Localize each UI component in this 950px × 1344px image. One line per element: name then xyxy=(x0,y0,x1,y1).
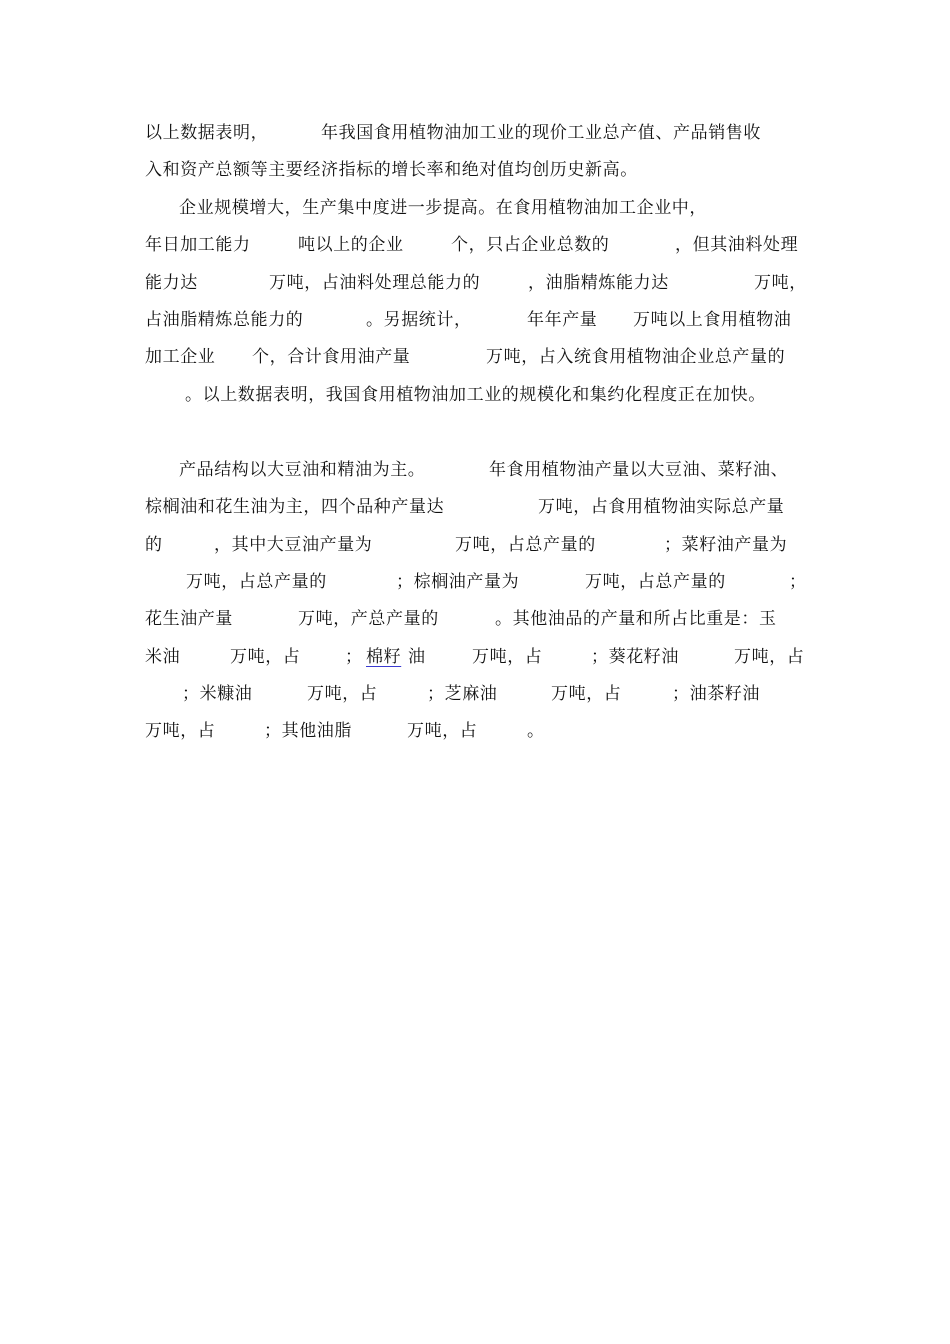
paragraph-2-line-5 xyxy=(145,342,810,372)
text-segment: 万吨，占 xyxy=(407,721,478,741)
text-segment: 米油 xyxy=(145,647,181,667)
text-segment: 加工企业 xyxy=(145,347,216,367)
text-segment: 万吨，占 xyxy=(472,647,543,667)
text-segment: 年我国食用植物油加工业的现价工业总产值、产品销售收 xyxy=(321,123,761,143)
text-segment: ；棕榈油产量为 xyxy=(396,572,520,592)
text-segment: 万吨，占 xyxy=(551,684,622,704)
paragraph-3-line-7 xyxy=(145,679,810,709)
text-segment: 能力达 xyxy=(145,273,198,293)
paragraph-3-line-3 xyxy=(145,530,810,560)
text-segment: ，油脂精炼能力达 xyxy=(528,273,669,293)
text-segment: 企业规模增大，生产集中度进一步提高。在食用植物油加工企业中， xyxy=(179,198,707,218)
paragraph-3-line-4 xyxy=(145,567,810,597)
text-segment: 花生油产量 xyxy=(145,609,233,629)
text-segment: ；油茶籽油 xyxy=(672,684,760,704)
text-segment: 万吨，占总产量的 xyxy=(186,572,327,592)
text-segment: ；葵花籽油 xyxy=(591,647,679,667)
text-segment: 万吨，占 xyxy=(145,721,216,741)
text-segment: 年食用植物油产量以大豆油、菜籽油、 xyxy=(489,460,789,480)
text-segment: 万吨，占入统食用植物油企业总产量的 xyxy=(486,347,786,367)
text-segment: 年日加工能力 xyxy=(145,235,251,255)
paragraph-2-line-4 xyxy=(145,305,810,335)
text-segment: ； xyxy=(345,647,363,667)
text-segment: 。 xyxy=(527,721,545,741)
text-segment: 个，只占企业总数的 xyxy=(451,235,610,255)
paragraph-3-line-8 xyxy=(145,716,810,746)
text-segment: ；菜籽油产量为 xyxy=(664,535,788,555)
text-segment: 的 xyxy=(145,535,163,555)
paragraph-2-line-1 xyxy=(145,193,810,223)
paragraph-2-line-3 xyxy=(145,268,810,298)
paragraph-2-line-2 xyxy=(145,230,810,260)
text-segment: 年年产量 xyxy=(527,310,598,330)
text-segment: 棕榈油和花生油为主，四个品种产量达 xyxy=(145,497,445,517)
text-segment: 占油脂精炼总能力的 xyxy=(145,310,304,330)
text-segment: 以上数据表明， xyxy=(145,123,269,143)
text-segment: 产品结构以大豆油和精油为主。 xyxy=(179,460,426,480)
text-segment: 。另据统计， xyxy=(366,310,472,330)
paragraph-3-line-2 xyxy=(145,492,810,522)
text-segment: ，其中大豆油产量为 xyxy=(214,535,373,555)
text-segment: 吨以上的企业 xyxy=(298,235,404,255)
text-segment: 。其他油品的产量和所占比重是：玉 xyxy=(495,609,777,629)
paragraph-3-line-1 xyxy=(145,455,810,485)
text-segment: 油 xyxy=(408,647,426,667)
paragraph-1-line-1 xyxy=(145,118,810,148)
text-segment: 万吨，产总产量的 xyxy=(298,609,439,629)
text-segment: ；米糠油 xyxy=(182,684,253,704)
text-segment: ，但其油料处理 xyxy=(675,235,799,255)
text-segment: 万吨，占油料处理总能力的 xyxy=(269,273,481,293)
text-segment: 万吨，占 xyxy=(734,647,805,667)
text-segment: 入和资产总额等主要经济指标的增长率和绝对值均创历史新高。 xyxy=(145,160,638,180)
text-segment: ；其他油脂 xyxy=(264,721,352,741)
text-segment: ； xyxy=(789,572,807,592)
spellcheck-underlined-text: 棉籽 xyxy=(366,647,402,667)
paragraph-3-line-6 xyxy=(145,642,810,672)
paragraph-1-line-2 xyxy=(145,155,810,185)
text-segment: ；芝麻油 xyxy=(427,684,498,704)
text-segment: 个，合计食用油产量 xyxy=(252,347,411,367)
text-segment: 万吨，占 xyxy=(230,647,301,667)
text-segment: 万吨，占食用植物油实际总产量 xyxy=(538,497,785,517)
text-segment: 万吨以上食用植物油 xyxy=(633,310,792,330)
text-segment: 万吨， xyxy=(754,273,807,293)
text-segment: 。以上数据表明，我国食用植物油加工业的规模化和集约化程度正在加快。 xyxy=(185,385,766,405)
text-segment: 万吨，占总产量的 xyxy=(455,535,596,555)
text-segment: 万吨，占 xyxy=(307,684,378,704)
paragraph-3-line-5 xyxy=(145,604,810,634)
text-segment: 万吨，占总产量的 xyxy=(585,572,726,592)
paragraph-2-line-6 xyxy=(145,380,810,410)
